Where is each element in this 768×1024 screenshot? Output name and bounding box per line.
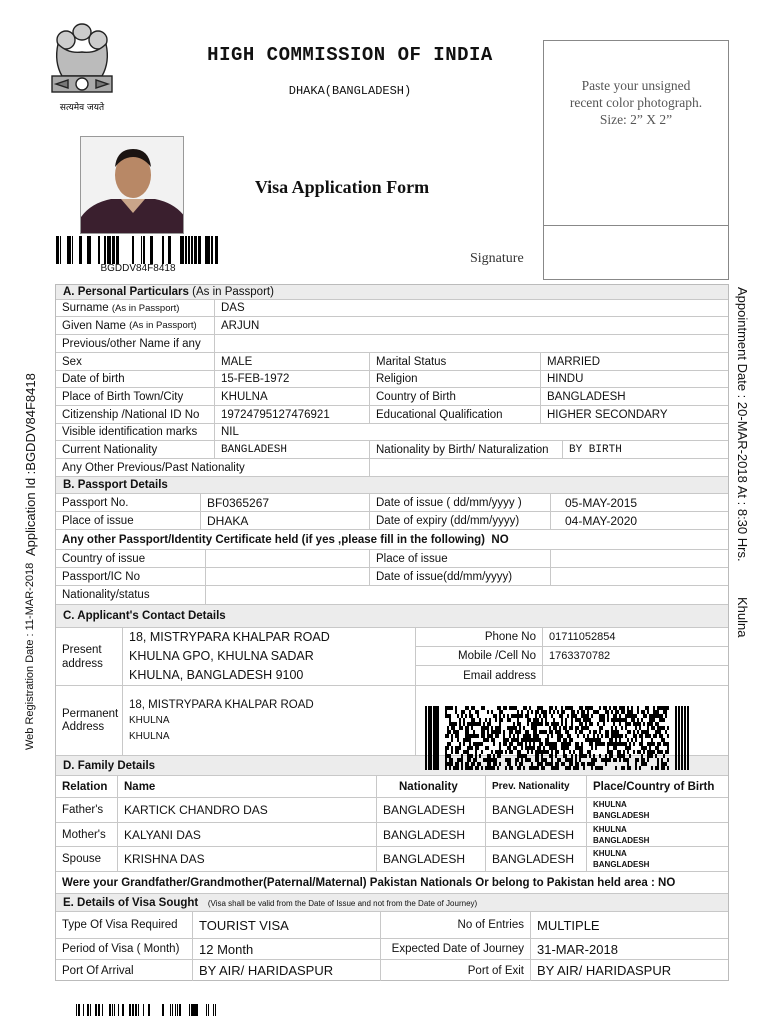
- form-row-previous-name: [56, 335, 728, 353]
- section-c-header: C. Applicant's Contact Details: [56, 605, 728, 628]
- field-label: Country of Birth: [370, 388, 541, 405]
- email-value: [543, 666, 728, 685]
- page-title: HIGH COMMISSION OF INDIA: [207, 44, 493, 66]
- family-row-mother: [56, 823, 728, 847]
- cob-value: BANGLADESH: [547, 390, 626, 403]
- name: KALYANI DAS: [118, 823, 377, 846]
- nationality: BANGLADESH: [377, 823, 486, 846]
- form-row-visa-type: [56, 912, 728, 939]
- column-header: Prev. Nationality: [486, 776, 587, 797]
- surname-value: DAS: [221, 302, 245, 314]
- form-row-pakistan: [56, 872, 728, 894]
- given-name-value: ARJUN: [221, 319, 260, 332]
- section-title: E. Details of Visa Sought: [63, 897, 199, 909]
- application-id: Application Id :BGDDV84F8418: [23, 373, 38, 556]
- form-row-prev-nationality: [56, 459, 728, 477]
- page-subtitle: DHAKA(BANGLADESH): [288, 84, 412, 98]
- relation: Mother's: [56, 823, 118, 846]
- nid-value: 19724795127476921: [215, 406, 370, 423]
- field-label: Marital Status: [370, 353, 541, 370]
- form-row-marks: [56, 424, 728, 441]
- column-header: Nationality: [377, 776, 486, 797]
- form-row-nationality: [56, 441, 728, 459]
- field-label: Visible identification marks: [56, 424, 215, 440]
- field-label: Phone No: [416, 628, 543, 646]
- section-note: (As in Passport): [192, 286, 274, 298]
- relation: Spouse: [56, 847, 118, 871]
- field-label: Citizenship /National ID No: [56, 406, 215, 423]
- name: KARTICK CHANDRO DAS: [118, 798, 377, 822]
- field-label: Type Of Visa Required: [56, 912, 193, 938]
- status-value: [206, 586, 728, 604]
- field-label: Date of birth: [56, 371, 215, 387]
- footer-barcode: [76, 1004, 216, 1016]
- previous-name-value: [215, 335, 728, 352]
- field-label: Mobile /Cell No: [416, 647, 543, 665]
- relation: Father's: [56, 798, 118, 822]
- prev-nationality: BANGLADESH: [486, 798, 587, 822]
- field-label: Current Nationality: [56, 441, 215, 458]
- field-label: Country of issue: [56, 550, 206, 567]
- field-label: Expected Date of Journey: [381, 939, 531, 959]
- field-label: Permanent Address: [56, 686, 123, 755]
- education-value: HIGHER SECONDARY: [547, 408, 668, 421]
- prev-nationality: BANGLADESH: [486, 847, 587, 871]
- field-label: Place of Birth Town/City: [56, 388, 215, 405]
- pakistan-value: NO: [658, 876, 676, 889]
- place-of-issue-value: DHAKA: [201, 512, 370, 529]
- field-label: Place of issue: [370, 550, 551, 567]
- marital-status-value: MARRIED: [547, 355, 601, 368]
- dob-value: 15-FEB-1972: [215, 371, 370, 387]
- form-row-status: [56, 586, 728, 605]
- family-table-header: [56, 776, 728, 798]
- form-row-given-name: [56, 317, 728, 335]
- emblem-motto: सत्यमेव जयते: [59, 103, 105, 113]
- appointment-date: Appointment Date : 20-MAR-2018 At : 8:30 Hrs.: [735, 287, 750, 562]
- field-label: Date of issue ( dd/mm/yyyy ): [370, 494, 551, 511]
- form-row-ports: [56, 960, 728, 981]
- field-label: Present address: [56, 628, 123, 685]
- column-header: Name: [118, 776, 377, 797]
- form-row-place-issue: [56, 512, 728, 530]
- form-row-ic-no: [56, 568, 728, 586]
- applicant-photo: [80, 136, 184, 234]
- pob-value: KHULNA: [215, 388, 370, 405]
- date-of-expiry-value: 04-MAY-2020: [565, 513, 638, 528]
- barcode-text: BGDDV84F8418: [100, 263, 176, 274]
- field-label: Sex: [56, 353, 215, 370]
- field-label: Nationality/status: [56, 586, 206, 604]
- section-e-header: [56, 894, 728, 912]
- present-address-value: 18, MISTRYPARA KHALPAR ROAD KHULNA GPO, KHULNA SADAR KHULNA, BANGLADESH 9100: [123, 628, 416, 685]
- place-of-birth: KHULNA BANGLADESH: [593, 824, 650, 845]
- place-of-birth: KHULNA BANGLADESH: [593, 800, 650, 820]
- field-label: Religion: [370, 371, 541, 387]
- 2d-barcode: [425, 706, 691, 770]
- photo-instruction-line: recent color photograph.: [569, 95, 703, 110]
- photo-instruction-line: Paste your unsigned: [581, 78, 691, 93]
- section-b-header: B. Passport Details: [56, 477, 728, 494]
- field-label: Email address: [416, 666, 543, 685]
- name: KRISHNA DAS: [118, 847, 377, 871]
- field-label: Given Name (As in Passport): [56, 317, 215, 334]
- prev-nationality-value: [370, 459, 728, 476]
- permanent-address-value: 18, MISTRYPARA KHALPAR ROAD KHULNA KHULNA: [123, 686, 416, 755]
- field-label: Port Of Arrival: [56, 960, 193, 981]
- entries-value: MULTIPLE: [537, 917, 600, 933]
- date-of-issue-2-value: [551, 568, 728, 585]
- place-of-birth: KHULNA BANGLADESH: [593, 849, 650, 869]
- port-arrival-value: BY AIR/ HARIDASPUR: [193, 960, 381, 981]
- field-label: Period of Visa ( Month): [56, 939, 193, 959]
- ic-no-value: [206, 568, 370, 585]
- field-label: Previous/other Name if any: [56, 335, 215, 352]
- prev-nationality: BANGLADESH: [486, 823, 587, 846]
- nationality-value: BANGLADESH: [215, 441, 370, 458]
- form-row-surname: [56, 300, 728, 317]
- form-row-country-issue: [56, 550, 728, 568]
- visa-form: [55, 284, 729, 981]
- field-label: Nationality by Birth/ Naturalization: [370, 441, 563, 458]
- sex-value: MALE: [215, 353, 370, 370]
- appointment-location: Khulna: [735, 597, 750, 638]
- field-label: Passport No.: [56, 494, 201, 511]
- journey-date-value: 31-MAR-2018: [537, 941, 618, 957]
- visa-period-value: 12 Month: [193, 939, 381, 959]
- section-d-header: D. Family Details: [56, 756, 728, 776]
- field-label: Date of issue(dd/mm/yyyy): [370, 568, 551, 585]
- web-registration-date: Web Registration Date : 11-MAR-2018: [24, 562, 36, 750]
- form-row-passport-no: [56, 494, 728, 512]
- column-header: Relation: [56, 776, 118, 797]
- form-title: Visa Application Form: [254, 177, 430, 197]
- nationality: BANGLADESH: [377, 798, 486, 822]
- mobile-value: 1763370782: [549, 650, 611, 662]
- barcode: [56, 236, 220, 264]
- marks-value: NIL: [221, 426, 239, 438]
- signature-label: Signature: [470, 251, 524, 266]
- nationality-by-birth-value: BY BIRTH: [569, 443, 622, 456]
- port-exit-value: BY AIR/ HARIDASPUR: [537, 963, 672, 978]
- religion-value: HINDU: [547, 373, 584, 385]
- form-row-dob: [56, 371, 728, 388]
- section-note: (Visa shall be valid from the Date of Issue and not from the Date of Journey): [207, 899, 478, 908]
- other-passport-value: NO: [491, 533, 509, 546]
- section-title: A. Personal Particulars: [63, 286, 189, 298]
- nationality: BANGLADESH: [377, 847, 486, 871]
- form-row-nid: [56, 406, 728, 424]
- section-a-header: [56, 285, 728, 300]
- field-label: Passport/IC No: [56, 568, 206, 585]
- form-row-visa-period: [56, 939, 728, 960]
- signature-box: [543, 226, 729, 280]
- form-row-pob: [56, 388, 728, 406]
- other-passport-question: Any other Passport/Identity Certificate held (if yes ,please fill in the following) NO: [62, 533, 509, 546]
- national-emblem-icon: [44, 14, 120, 118]
- visa-type-value: TOURIST VISA: [193, 912, 381, 938]
- column-header: Place/Country of Birth: [593, 780, 715, 793]
- field-label: No of Entries: [381, 912, 531, 938]
- family-row-spouse: [56, 847, 728, 872]
- phone-block: [416, 628, 728, 686]
- country-of-issue-value: [206, 550, 370, 567]
- field-label: Date of expiry (dd/mm/yyyy): [370, 512, 551, 529]
- date-of-issue-value: 05-MAY-2015: [565, 495, 638, 510]
- field-label: Surname (As in Passport): [56, 300, 215, 316]
- form-row-sex: [56, 353, 728, 371]
- pakistan-question: Were your Grandfather/Grandmother(Paternal/Maternal) Pakistan Nationals Or belong to Pakistan held area : NO: [62, 876, 676, 889]
- field-label: Educational Qualification: [370, 406, 541, 423]
- family-row-father: [56, 798, 728, 823]
- phone-value: 01711052854: [549, 631, 616, 643]
- photo-instruction-line: Size: 2” X 2”: [599, 112, 673, 127]
- field-label: Port of Exit: [381, 960, 531, 981]
- photo-placeholder-box: [543, 40, 729, 226]
- field-label: Place of issue: [56, 512, 201, 529]
- form-row-present-address: [56, 628, 728, 686]
- field-label: Any Other Previous/Past Nationality: [56, 459, 370, 476]
- passport-no-value: BF0365267: [201, 494, 370, 511]
- form-row-other-passport: [56, 530, 728, 550]
- place-of-issue-2-value: [551, 550, 728, 567]
